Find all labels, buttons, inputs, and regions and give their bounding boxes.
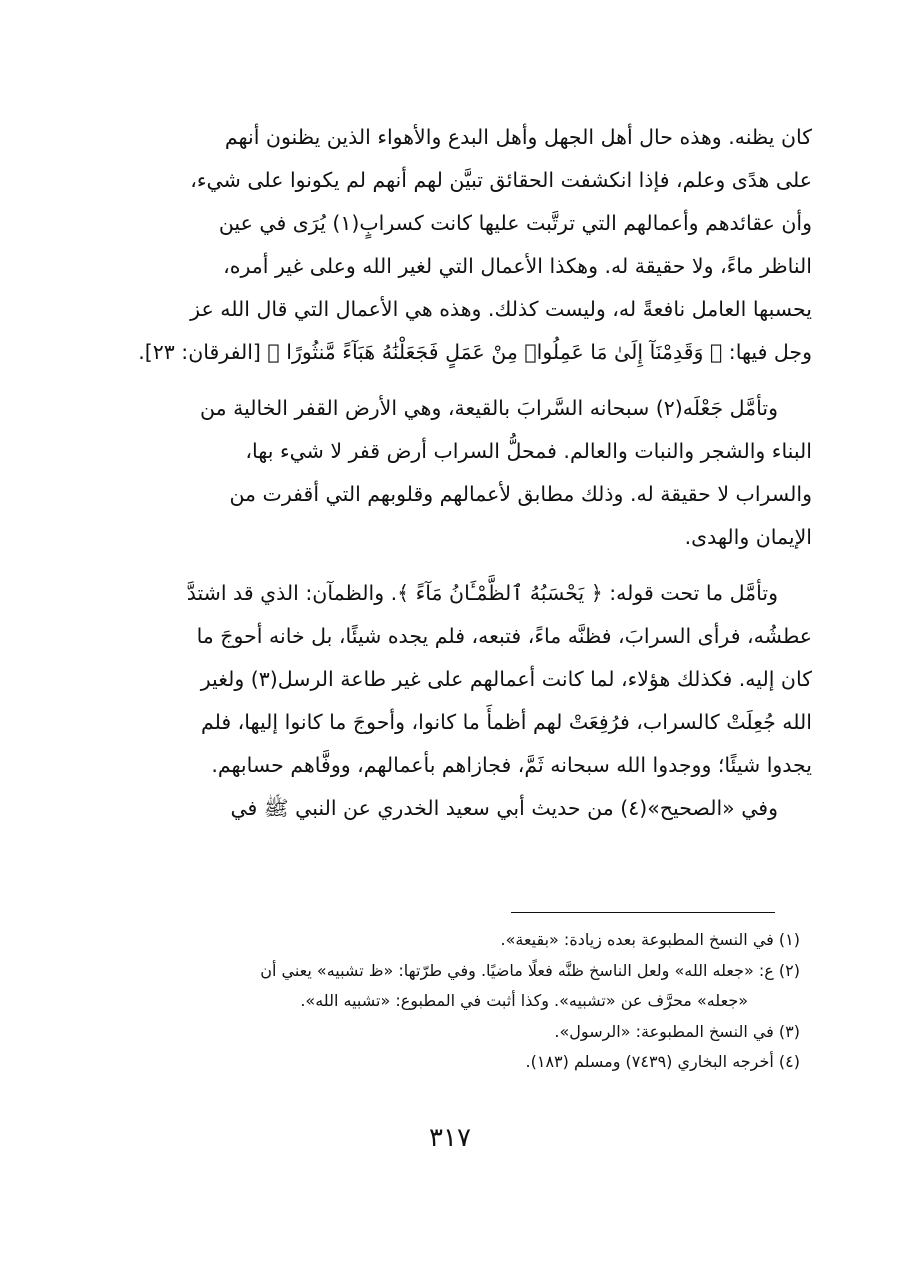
paragraph-gap [112,559,812,572]
text-line: على هدًى وعلم، فإذا انكشفت الحقائق تبيَّن لهم أنهم لم يكونوا على شيء، [190,168,812,192]
text-line: يحسبها العامل نافعةً له، وليست كذلك. وهذه هي الأعمال التي قال الله عز [190,297,812,321]
text-line: الناظر ماءً، ولا حقيقة له. وهكذا الأعمال التي لغير الله وعلى غير أمره، [223,254,812,278]
main-text [112,116,812,830]
footnote-2-continued: «جعله» محرَّف عن «تشبيه». وكذا أثبت في المطبوع: «تشبيه الله». [300,991,748,1010]
text-line: عطشُه، فرأى السرابَ، فظنَّه ماءً، فتبعه، فلم يجده شيئًا، بل خانه أحوجَ ما [196,624,812,648]
text-line: كان يظنه. وهذه حال أهل الجهل وأهل البدع والأهواء الذين يظنون أنهم [224,125,812,149]
text-line: البناء والشجر والنبات والعالم. فمحلُّ السراب أرض قفر لا شيء بها، [245,439,812,463]
text-line: وأن عقائدهم وأعمالهم التي ترتَّبت عليها كانت كسرابٍ(١) يُرَى في عين [218,211,812,235]
footnote-2: (٢) ع: «جعله الله» ولعل الناسخ ظنَّه فعلًا ماضيًا. وفي طرّتها: «ظ تشبيه» يعني أن [260,960,800,980]
page-number: ٣١٧ [429,1123,471,1153]
footnotes [112,925,800,1078]
text-line: والسراب لا حقيقة له. وذلك مطابق لأعمالهم وقلوبهم التي أقفرت من [229,482,812,506]
footnote-3: (٣) في النسخ المطبوعة: «الرسول». [554,1021,800,1041]
quran-verse-line: وجل فيها: ﴿ وَقَدِمْنَآ إِلَىٰ مَا عَمِلُوا۟ مِنْ عَمَلٍ فَجَعَلْنَٰهُ هَبَآءً مَّنثُورًا ﴾ [الفرقان: ٢٣]. [138,340,812,364]
paragraph-start-line: وفي «الصحيح»(٤) من حديث أبي سعيد الخدري عن النبي ﷺ في [230,796,778,820]
paragraph-start-line: وتأمَّل جَعْلَه(٢) سبحانه السَّرابَ بالقيعة، وهي الأرض القفر الخالية من [200,396,778,420]
text-line: الإيمان والهدى. [684,525,812,549]
paragraph-start-line: وتأمَّل ما تحت قوله: ﴿ يَحْسَبُهُ ٱلظَّمْـَٔانُ مَآءً ﴾. والظمآن: الذي قد اشتدَّ [186,581,778,605]
text-line: كان إليه. فكذلك هؤلاء، لما كانت أعمالهم على غير طاعة الرسل(٣) ولغير [200,667,812,691]
paragraph-gap [112,374,812,387]
text-line: يجدوا شيئًا؛ ووجدوا الله سبحانه ثَمَّ، فجازاهم بأعمالهم، ووفَّاهم حسابهم. [211,753,812,777]
footnote-1: (١) في النسخ المطبوعة بعده زيادة: «بقيعة». [500,930,800,949]
text-line: الله جُعِلَتْ كالسراب، فرُفِعَتْ لهم أظمأَ ما كانوا، وأحوجَ ما كانوا إليها، فلم [200,710,812,734]
footnote-4: (٤) أخرجه البخاري (٧٤٣٩) ومسلم (١٨٣). [525,1052,800,1071]
footnote-separator [511,912,775,913]
